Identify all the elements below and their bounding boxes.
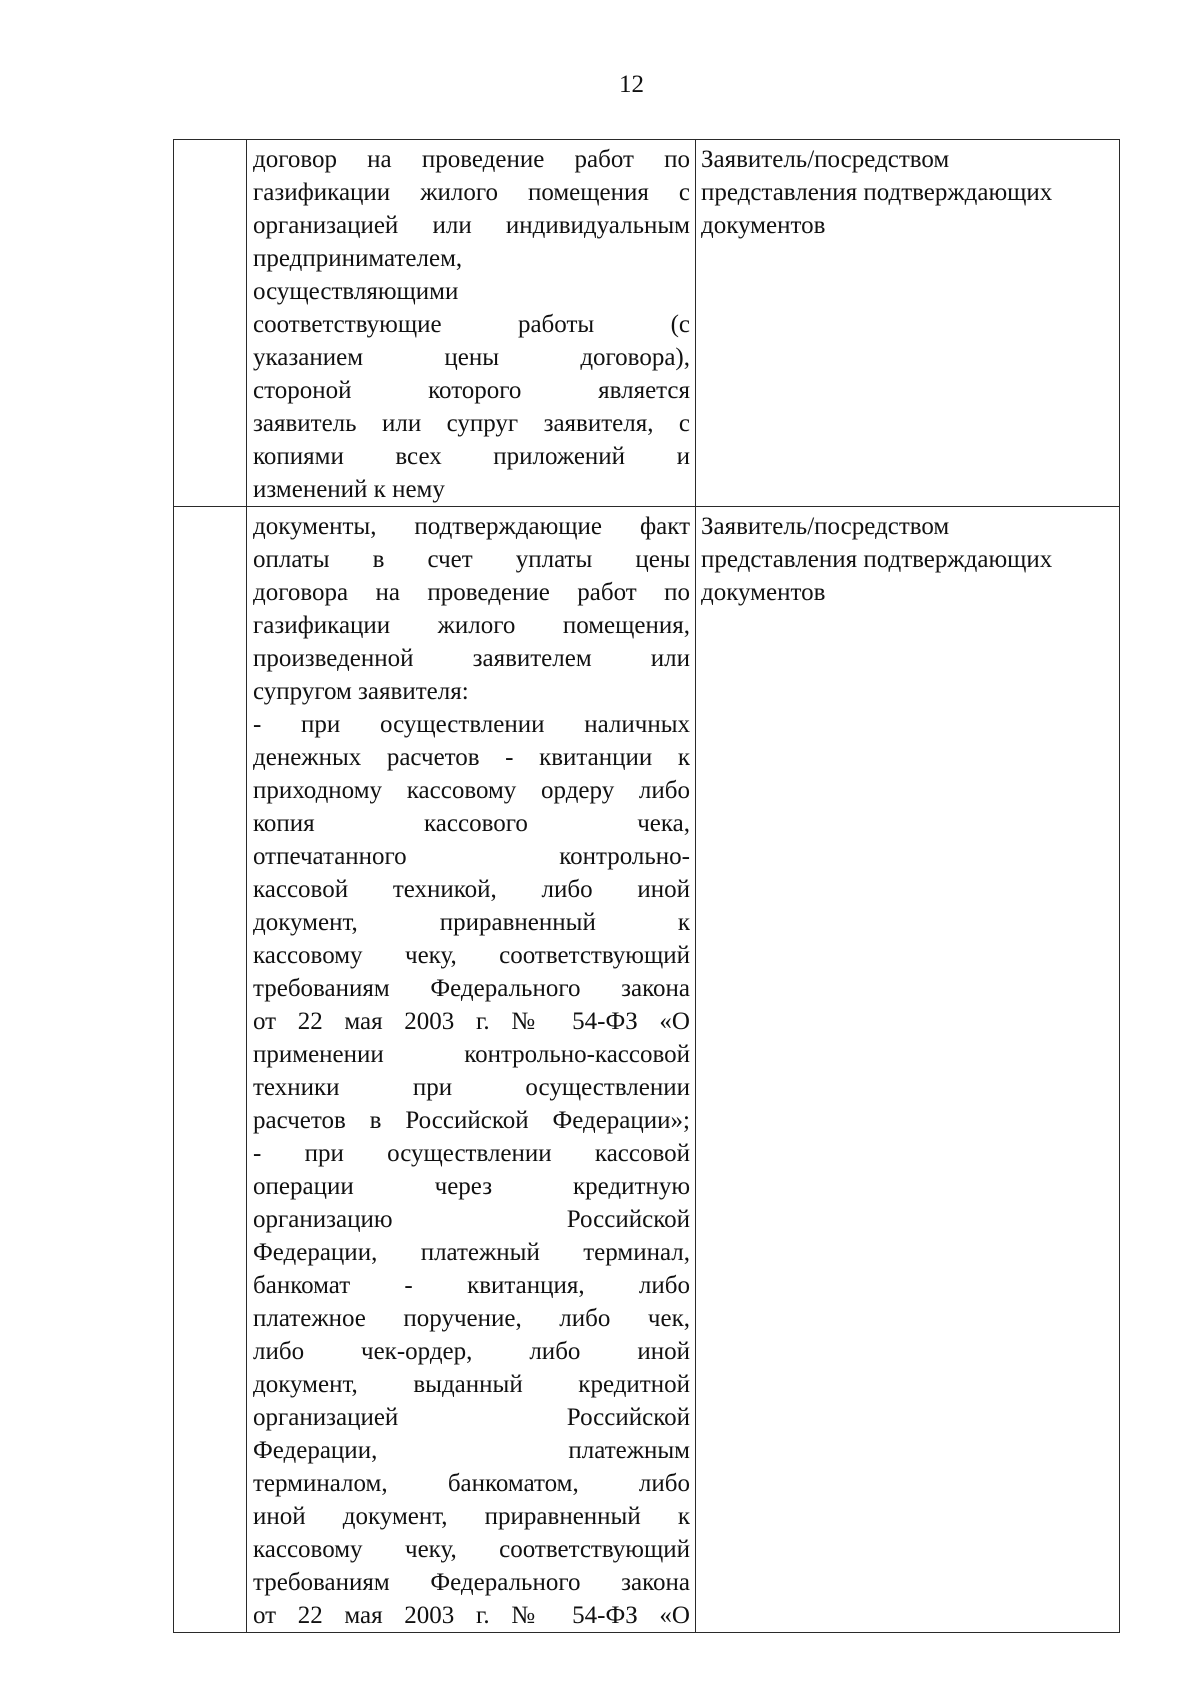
document-text-line: Федерации, платежным [253,1437,690,1464]
document-text-line: денежных расчетов - квитанции к [253,744,690,771]
document-text-line: стороной которого является [253,377,690,404]
document-text-line: заявитель или супруг заявителя, с [253,410,690,437]
document-text-line: банкомат - квитанция, либо [253,1272,690,1299]
document-text-line: осуществляющими [253,278,459,305]
document-text-line: соответствующие работы (с [253,311,690,338]
document-text-line: договора на проведение работ по [253,579,690,606]
document-text-line: газификации жилого помещения с [253,179,690,206]
document-text-line: копиями всех приложений и [253,443,690,470]
source-text-line: Заявитель/посредством [701,513,950,540]
document-text-line: операции через кредитную [253,1173,690,1200]
document-text-line: требованиям Федерального закона [253,975,690,1002]
document-text-line: изменений к нему [253,476,445,503]
document-text-line: документ, выданный кредитной [253,1371,690,1398]
document-source-text [696,140,1119,242]
document-text-line: от 22 мая 2003 г. № 54-ФЗ «О [253,1602,690,1629]
document-text-line: Федерации, платежный терминал, [253,1239,690,1266]
document-text-line: платежное поручение, либо чек, [253,1305,690,1332]
document-description-cell [247,507,696,1633]
document-text-line: документы, подтверждающие факт [253,513,690,540]
document-text-line: кассовому чеку, соответствующий [253,1536,690,1563]
document-text-line: - при осуществлении кассовой [253,1140,690,1167]
document-text-line: применении контрольно-кассовой [253,1041,690,1068]
document-text-line: газификации жилого помещения, [253,612,690,639]
document-text-line: кассовому чеку, соответствующий [253,942,690,969]
document-text-line: указанием цены договора), [253,344,690,371]
source-text-line: представления подтверждающих [701,179,1053,206]
document-text-line: организацией Российской [253,1404,690,1431]
document-text-line: терминалом, банкоматом, либо [253,1470,690,1497]
documents-table [173,139,1120,1633]
page-number: 12 [619,71,644,98]
source-text-line: документов [701,212,826,239]
document-text-line: иной документ, приравненный к [253,1503,690,1530]
document-text-line: отпечатанного контрольно- [253,843,690,870]
document-text-line: расчетов в Российской Федерации»; [253,1107,690,1134]
document-description-text [247,140,695,506]
row-number-cell [174,507,247,1633]
document-text-line: организацией или индивидуальным [253,212,690,239]
document-text-line: техники при осуществлении [253,1074,690,1101]
document-text-line: приходному кассовому ордеру либо [253,777,690,804]
document-text-line: кассовой техникой, либо иной [253,876,690,903]
document-description-cell [247,140,696,507]
table-row [174,140,1120,507]
document-text-line: требованиям Федерального закона [253,1569,690,1596]
table-row [174,507,1120,1633]
documents-table-body [174,140,1120,1633]
document-text-line: договор на проведение работ по [253,146,690,173]
document-text-line: предпринимателем, [253,245,463,272]
document-text-line: либо чек-ордер, либо иной [253,1338,690,1365]
document-text-line: произведенной заявителем или [253,645,690,672]
source-text-line: представления подтверждающих [701,546,1053,573]
document-source-text [696,507,1119,609]
document-text-line: документ, приравненный к [253,909,690,936]
document-text-line: от 22 мая 2003 г. № 54-ФЗ «О [253,1008,690,1035]
source-text-line: Заявитель/посредством [701,146,950,173]
document-text-line: супругом заявителя: [253,678,469,705]
document-text-line: организацию Российской [253,1206,690,1233]
document-description-text [247,507,695,1632]
document-text-line: оплаты в счет уплаты цены [253,546,690,573]
row-number-cell [174,140,247,507]
document-text-line: копия кассового чека, [253,810,690,837]
source-text-line: документов [701,579,826,606]
document-text-line: - при осуществлении наличных [253,711,690,738]
document-source-cell [696,507,1120,1633]
document-source-cell [696,140,1120,507]
